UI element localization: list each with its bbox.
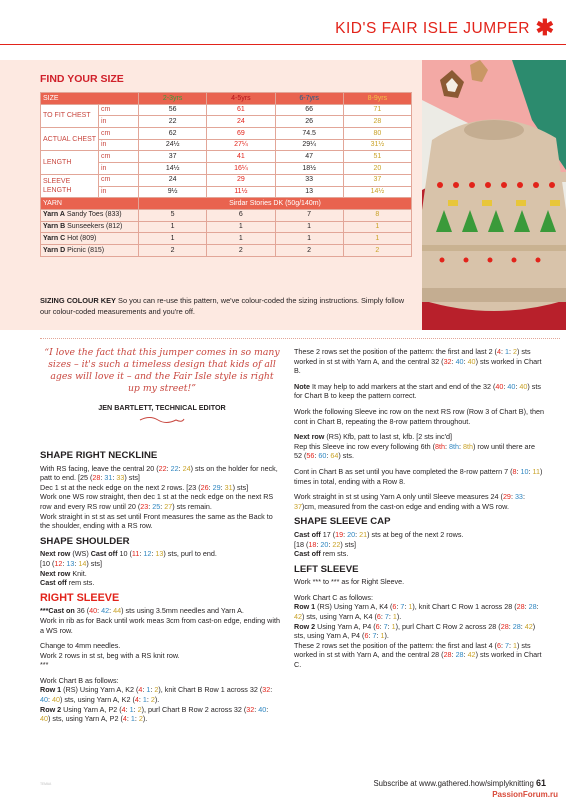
size-col-label: SIZE bbox=[41, 93, 139, 105]
cell: 66 bbox=[275, 104, 343, 116]
unit-cm: cm bbox=[99, 104, 139, 116]
cell: 56 bbox=[139, 104, 207, 116]
paragraph: With RS facing, leave the central 20 (22: 22: 24) sts on the holder for neck, patt to end. [25 (28: 31: 33) sts] Dec 1 st at the neck edge on the next 2 rows. [23 (26: 29: 31) sts] Work one WS row straight, then dec 1 st at the neck edge on the next RS row and every RS row until 20 (23: 25: 27) sts remain. Work straight in st st as set until Front measures the same as the Back to the shoulder, ending with a RS row. bbox=[40, 463, 278, 531]
row-label: LENGTH bbox=[41, 151, 99, 174]
pull-quote: “I love the fact that this jumper comes in so many sizes – it's such a timeless design that kids of all ages will love it – and the Fair Isle style is right up my street!” bbox=[44, 347, 280, 394]
cell: 6 bbox=[207, 209, 275, 221]
yarn-a bbox=[41, 209, 139, 221]
cell: 18½ bbox=[275, 163, 343, 175]
yarn-d-shade: Picnic (815) bbox=[67, 246, 105, 254]
paragraph: Cont in Chart B as set until you have completed the 8-row pattern 7 (8: 10: 11) times in total, ending with a Row 8. bbox=[294, 466, 543, 486]
swirl-ornament-icon bbox=[138, 415, 186, 425]
table-row bbox=[41, 209, 412, 221]
paragraph: Change to 4mm needles. Work 2 rows in st st, beg with a RS knit row. *** bbox=[40, 641, 180, 670]
table-row bbox=[41, 233, 412, 245]
watermark: PassionForum.ru bbox=[492, 790, 558, 799]
yarn-c bbox=[41, 233, 139, 245]
jumper-photo bbox=[422, 60, 566, 330]
cell: 33 bbox=[275, 174, 343, 186]
row-label: ACTUAL CHEST bbox=[41, 128, 99, 151]
cell: 69 bbox=[207, 128, 275, 140]
cell: 51 bbox=[343, 151, 411, 163]
table-row bbox=[41, 151, 412, 163]
yarn-c-name: Yarn C bbox=[43, 234, 66, 242]
cell: 8 bbox=[343, 209, 411, 221]
cell: 24 bbox=[207, 116, 275, 128]
cell: 24 bbox=[139, 174, 207, 186]
cell: 1 bbox=[139, 233, 207, 245]
row-label: TO FIT CHEST bbox=[41, 104, 99, 127]
cell: 2 bbox=[275, 244, 343, 256]
paragraph: Work Chart B as follows: Row 1 (RS) Using Yarn A, K2 (4: 1: 2), knit Chart B Row 1 across 32 (32: 40: 40) sts, using Yarn A, K2 (4: 1: 2). Row 2 Using Yarn A, P2 (4: 1: 2), purl Chart B Row 2 across 32 (32: 40: 40) sts, using Yarn A, P2 (4: 1: 2). bbox=[40, 675, 273, 724]
size-4: 8-9yrs bbox=[343, 93, 411, 105]
unit-in: in bbox=[99, 116, 139, 128]
paragraph: ***Cast on 36 (40: 42: 44) sts using 3.5mm needles and Yarn A. Work in rib as for Back until work meas 3cm from cast-on edge, ending with a WS row. bbox=[40, 606, 280, 635]
cell: 20 bbox=[343, 163, 411, 175]
page-number: 61 bbox=[535, 778, 546, 788]
cell: 5 bbox=[139, 209, 207, 221]
asterisk-icon: ✱ bbox=[535, 15, 554, 40]
size-header-row bbox=[41, 93, 412, 105]
cell: 16¼ bbox=[207, 163, 275, 175]
cell: 2 bbox=[343, 244, 411, 256]
cell: 1 bbox=[207, 221, 275, 233]
cell: 1 bbox=[207, 233, 275, 245]
cell: 24½ bbox=[139, 139, 207, 151]
heading-right-sleeve: RIGHT SLEEVE bbox=[40, 591, 120, 604]
sizing-key-title: SIZING COLOUR KEY bbox=[40, 296, 116, 305]
yarn-b-shade: Sunseekers (812) bbox=[67, 223, 123, 231]
heading-left-sleeve: LEFT SLEEVE bbox=[294, 563, 359, 575]
cell: 37 bbox=[139, 151, 207, 163]
left-column bbox=[40, 449, 280, 730]
cell: 1 bbox=[139, 221, 207, 233]
yarn-d-name: Yarn D bbox=[43, 246, 66, 254]
footer bbox=[373, 778, 546, 788]
paragraph: Work straight in st st using Yarn A only until Sleeve measures 24 (29: 33: 37)cm, measured from the cast-on edge and ending with a WS row. bbox=[294, 492, 525, 511]
right-column bbox=[294, 347, 544, 676]
unit-in: in bbox=[99, 186, 139, 198]
cell: 28 bbox=[343, 116, 411, 128]
cell: 14½ bbox=[139, 163, 207, 175]
size-3: 6-7yrs bbox=[275, 93, 343, 105]
sizing-key bbox=[40, 296, 410, 317]
yarn-d bbox=[41, 244, 139, 256]
heading-shoulder: SHAPE SHOULDER bbox=[40, 535, 130, 547]
heading-sleeve-cap: SHAPE SLEEVE CAP bbox=[294, 516, 391, 528]
cell: 29¼ bbox=[275, 139, 343, 151]
paragraph: Work *** to *** as for Right Sleeve. bbox=[294, 577, 405, 587]
page-title: KID'S FAIR ISLE JUMPER bbox=[335, 20, 530, 37]
cell: 22 bbox=[139, 116, 207, 128]
table-row bbox=[41, 221, 412, 233]
yarn-name: Sirdar Stories DK (50g/140m) bbox=[139, 198, 412, 210]
cell: 11½ bbox=[207, 186, 275, 198]
cell: 74.5 bbox=[275, 128, 343, 140]
cell: 14½ bbox=[343, 186, 411, 198]
cell: 13 bbox=[275, 186, 343, 198]
table-row bbox=[41, 128, 412, 140]
cell: 1 bbox=[343, 233, 411, 245]
cell: 7 bbox=[275, 209, 343, 221]
paragraph: Work Chart C as follows: Row 1 (RS) Using Yarn A, K4 (6: 7: 1), knit Chart C Row 1 across 28 (28: 28: 42) sts, using Yarn A, K4 (6: 7: 1). Row 2 Using Yarn A, P4 (6: 7: 1), purl Chart C Row 2 across 28 (28: 28: 42) sts, using Yarn A, P4 (6: 7: 1). These 2 rows set the position of the pattern: the first and last 4 (6: 7: 1) sts worked in st st with Yarn A, and the central 28 (28: 28: 42) sts worked in Chart C. bbox=[294, 592, 542, 670]
size-heading: FIND YOUR SIZE bbox=[40, 73, 124, 85]
row-label: SLEEVE LENGTH bbox=[41, 174, 99, 197]
cell: 80 bbox=[343, 128, 411, 140]
unit-cm: cm bbox=[99, 174, 139, 186]
paragraph: Next row (RS) Kfb, patt to last st, kfb. [2 sts inc'd] Rep this Sleeve inc row every following 6th (8th: 8th: 8th) row until there are 52 (56: 60: 64) sts. bbox=[294, 432, 535, 461]
size-1: 2-3yrs bbox=[139, 93, 207, 105]
table-row bbox=[41, 244, 412, 256]
cell: 9½ bbox=[139, 186, 207, 198]
cell: 2 bbox=[139, 244, 207, 256]
table-row bbox=[41, 104, 412, 116]
cell: 61 bbox=[207, 104, 275, 116]
yarn-c-shade: Hot (809) bbox=[67, 234, 97, 242]
paragraph: Note It may help to add markers at the start and end of the 32 (40: 40: 40) sts for Chart B to keep the pattern correct. bbox=[294, 381, 541, 401]
cell: 29 bbox=[207, 174, 275, 186]
unit-in: in bbox=[99, 139, 139, 151]
cell: 71 bbox=[343, 104, 411, 116]
size-table bbox=[40, 92, 412, 257]
yarn-a-name: Yarn A bbox=[43, 211, 65, 219]
yarn-header-row bbox=[41, 198, 412, 210]
cell: 27¼ bbox=[207, 139, 275, 151]
footer-ornament: ᵀᴱᴹᴬᴬ bbox=[40, 782, 52, 788]
header-rule bbox=[0, 44, 566, 45]
unit-cm: cm bbox=[99, 151, 139, 163]
cell: 2 bbox=[207, 244, 275, 256]
paragraph: Next row (WS) Cast off 10 (11: 12: 13) sts, purl to end. [10 (12: 13: 14) sts] Next row Knit. Cast off rem sts. bbox=[40, 549, 217, 588]
paragraph: Cast off 17 (19: 20: 21) sts at beg of the next 2 rows. [18 (18: 20: 22) sts] Cast off rem sts. bbox=[294, 529, 464, 559]
cell: 1 bbox=[275, 221, 343, 233]
cell: 47 bbox=[275, 151, 343, 163]
cell: 37 bbox=[343, 174, 411, 186]
sizing-key-text: So you can re-use this pattern, we've colour-coded the sizing instructions. Simply follow our colour-coded measurements and you're off. bbox=[40, 296, 405, 316]
paragraph: These 2 rows set the position of the pattern: the first and last 2 (4: 1: 2) sts worked in st st with Yarn A, and the central 32 (32: 40: 40) sts worked in Chart B. bbox=[294, 347, 542, 376]
section-divider bbox=[40, 338, 560, 339]
jumper-photo-image bbox=[422, 60, 566, 330]
cell: 26 bbox=[275, 116, 343, 128]
yarn-a-shade: Sandy Toes (833) bbox=[66, 211, 122, 219]
yarn-b-name: Yarn B bbox=[43, 223, 66, 231]
unit-in: in bbox=[99, 163, 139, 175]
subscribe-link[interactable]: Subscribe at www.gathered.how/simplyknitting bbox=[373, 779, 534, 788]
yarn-label: YARN bbox=[41, 198, 139, 210]
heading-right-neckline: SHAPE RIGHT NECKLINE bbox=[40, 450, 158, 461]
paragraph: Work the following Sleeve inc row on the next RS row (Row 3 of Chart B), then cont in Chart B, repeating the 8-row pattern throughout. bbox=[294, 406, 544, 426]
cell: 31½ bbox=[343, 139, 411, 151]
table-row bbox=[41, 174, 412, 186]
size-2: 4-5yrs bbox=[207, 93, 275, 105]
cell: 1 bbox=[343, 221, 411, 233]
quote-author: JEN BARTLETT, TECHNICAL EDITOR bbox=[98, 403, 226, 412]
yarn-b bbox=[41, 221, 139, 233]
cell: 41 bbox=[207, 151, 275, 163]
cell: 1 bbox=[275, 233, 343, 245]
unit-cm: cm bbox=[99, 128, 139, 140]
cell: 62 bbox=[139, 128, 207, 140]
